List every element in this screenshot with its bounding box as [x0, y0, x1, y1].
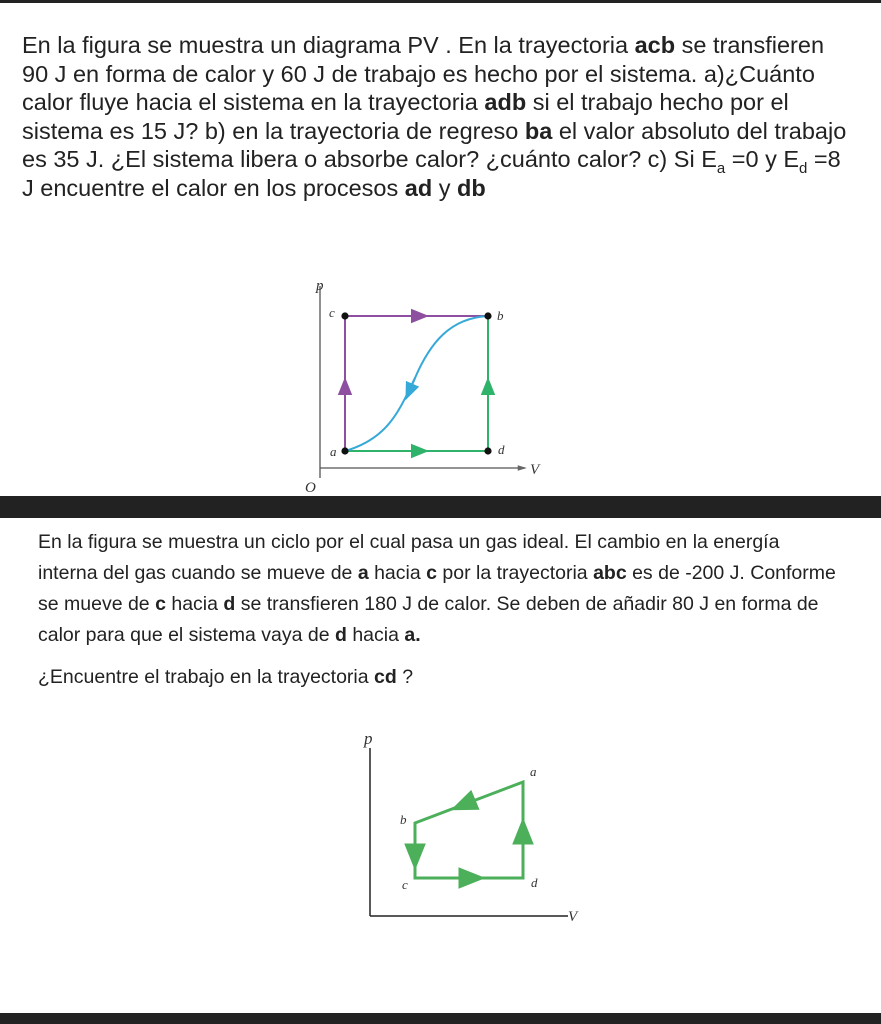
origin-label: O [305, 480, 316, 496]
pv-diagram-1 [280, 268, 560, 498]
path-ab-curve [345, 316, 488, 451]
label-d: d [498, 442, 505, 457]
p-axis-label: p [316, 278, 324, 294]
bottom-bar [0, 1013, 881, 1024]
v-axis-label: V [568, 909, 578, 925]
v-axis-label: V [530, 462, 540, 478]
label-d: d [531, 875, 538, 890]
label-c: c [402, 877, 408, 892]
label-a: a [330, 444, 337, 459]
label-c: c [329, 305, 335, 320]
label-b: b [400, 812, 407, 827]
label-a: a [530, 764, 537, 779]
label-b: b [497, 308, 504, 323]
problem-1-text: En la figura se muestra un diagrama PV . En la trayectoria acb se transfieren 90 J en forma de calor y 60 J de trabajo es hecho por el sistema. a)¿Cuánto calor fluye hacia el sistema en la trayectoria adb si el trabajo hecho por el sistema es 15 J? b) en la trayectoria de regreso ba el valor absoluto del trabajo es 35 J. ¿El sistema libera o absorbe calor? ¿cuánto calor? c) Si $E_a =0$ y $E_d =8$ J encuentre el calor en los procesos ad y db [22, 32, 847, 201]
section-divider [0, 496, 881, 518]
point-b [484, 312, 491, 319]
problem-2-text: En la figura se muestra un ciclo por el cual pasa un gas ideal. El cambio en la energía interna del gas cuando se mueve de a hacia c por la trayectoria abc es de -200 J. Conforme se mueve de c hacia d se transfieren 180 J de calor. Se deben de añadir 80 J en forma de calor para que el sistema vaya de d hacia a. [38, 531, 836, 646]
point-c [341, 312, 348, 319]
point-a [341, 447, 348, 454]
top-bar [0, 0, 881, 3]
axes [370, 748, 568, 916]
problem-2-question: ¿Encuentre el trabajo en la trayectoria cd ? [38, 666, 414, 688]
p-axis-label: p [364, 729, 373, 748]
path-acb [345, 316, 488, 451]
point-d [484, 447, 491, 454]
path-adb [345, 316, 488, 451]
cycle-path [415, 782, 523, 878]
pv-diagram-2 [350, 720, 600, 930]
